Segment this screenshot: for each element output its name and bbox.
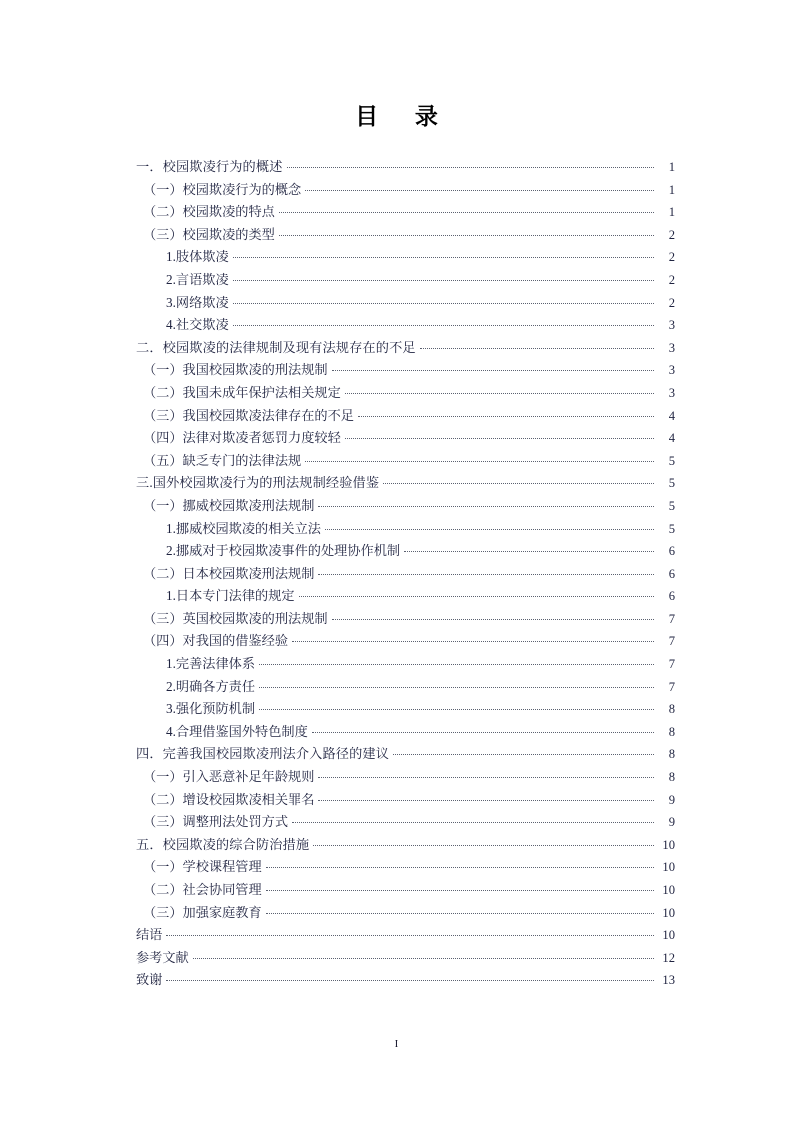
toc-entry-label: （三）英国校园欺凌的刑法规制 bbox=[143, 610, 328, 626]
toc-entry-label: 1.完善法律体系 bbox=[166, 656, 256, 672]
toc-entry-page-number: 5 bbox=[668, 453, 675, 468]
toc-entry[interactable] bbox=[143, 811, 675, 834]
toc-entry-label: （三）我国校园欺凌法律存在的不足 bbox=[143, 407, 354, 423]
toc-dot-leader bbox=[332, 610, 654, 623]
toc-dot-leader bbox=[305, 180, 654, 193]
toc-entry[interactable] bbox=[136, 156, 675, 179]
toc-entry-page-number: 8 bbox=[668, 747, 675, 762]
toc-entry-label: （二）日本校园欺凌刑法规制 bbox=[143, 565, 315, 581]
toc-entry-label: （一）挪威校园欺凌刑法规制 bbox=[143, 497, 315, 513]
toc-entry[interactable] bbox=[136, 337, 675, 360]
toc-dot-leader bbox=[345, 429, 654, 442]
toc-dot-leader bbox=[313, 836, 654, 849]
toc-dot-leader bbox=[266, 903, 654, 916]
toc-entry-page-number: 4 bbox=[668, 431, 675, 446]
toc-entry-label: 2.言语欺凌 bbox=[166, 271, 229, 287]
toc-entry-page-number: 10 bbox=[662, 837, 675, 852]
toc-entry-label: （一）校园欺凌行为的概念 bbox=[143, 181, 302, 197]
toc-entry-label: （三）调整刑法处罚方式 bbox=[143, 814, 289, 830]
toc-entry-label: （四）法律对欺凌者惩罚力度较轻 bbox=[143, 430, 341, 446]
toc-entry-label: （五）缺乏专门的法律法规 bbox=[143, 452, 302, 468]
toc-dot-leader bbox=[259, 677, 654, 690]
toc-entry-label: 4.合理借鉴国外特色制度 bbox=[166, 723, 308, 739]
toc-entry-label: 2.明确各方责任 bbox=[166, 678, 256, 694]
toc-dot-leader bbox=[299, 587, 654, 600]
toc-entry-page-number: 7 bbox=[668, 679, 675, 694]
toc-entry-page-number: 5 bbox=[668, 498, 675, 513]
toc-entry[interactable] bbox=[136, 743, 675, 766]
toc-entry-label: 1.日本专门法律的规定 bbox=[166, 588, 295, 604]
toc-entry-label: （一）学校课程管理 bbox=[143, 859, 262, 875]
toc-dot-leader bbox=[266, 881, 654, 894]
toc-entry-page-number: 3 bbox=[668, 385, 675, 400]
toc-entry[interactable] bbox=[143, 608, 675, 631]
toc-entry[interactable] bbox=[136, 834, 675, 857]
toc-dot-leader bbox=[292, 813, 654, 826]
toc-dot-leader bbox=[287, 158, 654, 171]
toc-dot-leader bbox=[325, 519, 654, 532]
toc-entry[interactable] bbox=[143, 630, 675, 653]
toc-entry[interactable] bbox=[143, 789, 675, 812]
toc-entry[interactable] bbox=[166, 540, 675, 563]
toc-entry[interactable] bbox=[166, 585, 675, 608]
toc-entry-label: （三）校园欺凌的类型 bbox=[143, 226, 275, 242]
toc-entry-label: 五．校园欺凌的综合防治措施 bbox=[136, 836, 310, 852]
toc-dot-leader bbox=[358, 406, 654, 419]
toc-entry-label: （二）社会协同管理 bbox=[143, 882, 262, 897]
toc-entry-label: 三.国外校园欺凌行为的刑法规制经验借鉴 bbox=[136, 475, 380, 491]
toc-entry-page-number: 10 bbox=[662, 928, 675, 943]
toc-entry[interactable] bbox=[136, 969, 675, 992]
toc-entry-label: 一．校园欺凌行为的概述 bbox=[136, 159, 283, 174]
toc-dot-leader bbox=[305, 452, 654, 465]
toc-entry[interactable] bbox=[143, 766, 675, 789]
toc-entry[interactable] bbox=[166, 653, 675, 676]
toc-entry-page-number: 10 bbox=[662, 860, 675, 875]
toc-entry-page-number: 5 bbox=[668, 476, 675, 491]
toc-dot-leader bbox=[166, 971, 654, 984]
toc-dot-leader bbox=[233, 248, 654, 261]
toc-entry-page-number: 9 bbox=[668, 815, 675, 830]
toc-entry-page-number: 10 bbox=[662, 883, 675, 897]
toc-entry-label: （二）我国未成年保护法相关规定 bbox=[143, 384, 341, 400]
toc-entry-label: 致谢 bbox=[136, 972, 163, 988]
toc-entry-label: （一）引入恶意补足年龄规则 bbox=[143, 769, 315, 785]
toc-entry-label: 3.强化预防机制 bbox=[166, 701, 256, 717]
toc-entry[interactable] bbox=[143, 495, 675, 518]
toc-entry-page-number: 2 bbox=[668, 227, 675, 242]
toc-entry[interactable] bbox=[166, 292, 675, 315]
toc-dot-leader bbox=[393, 745, 654, 758]
toc-entry-page-number: 6 bbox=[668, 589, 675, 604]
toc-dot-leader bbox=[279, 203, 654, 216]
toc-entry[interactable] bbox=[166, 518, 675, 541]
toc-entry[interactable] bbox=[136, 924, 675, 947]
toc-entry-page-number: 7 bbox=[668, 634, 675, 649]
toc-entry-page-number: 8 bbox=[668, 702, 675, 717]
toc-dot-leader bbox=[318, 565, 654, 578]
toc-dot-leader bbox=[332, 361, 654, 374]
toc-entry-page-number: 1 bbox=[668, 205, 675, 220]
toc-entry[interactable] bbox=[143, 382, 675, 405]
toc-dot-leader bbox=[420, 339, 654, 352]
toc-entry-page-number: 7 bbox=[668, 611, 675, 626]
toc-entry[interactable] bbox=[143, 405, 675, 428]
toc-entry-page-number: 3 bbox=[668, 363, 675, 378]
toc-entry-label: 3.网络欺凌 bbox=[166, 294, 229, 310]
toc-entry-label: 4.社交欺凌 bbox=[166, 317, 229, 333]
toc-entry-label: （二）增设校园欺凌相关罪名 bbox=[143, 791, 315, 807]
toc-entry[interactable] bbox=[143, 879, 675, 902]
toc-entry[interactable] bbox=[136, 472, 675, 495]
toc-entry[interactable] bbox=[143, 856, 675, 879]
toc-entry[interactable] bbox=[143, 450, 675, 473]
toc-dot-leader bbox=[345, 384, 654, 397]
toc-entry-page-number: 3 bbox=[668, 340, 675, 355]
toc-entry-page-number: 4 bbox=[668, 408, 675, 423]
toc-entry[interactable] bbox=[136, 947, 675, 970]
toc-entry-label: （二）校园欺凌的特点 bbox=[143, 204, 275, 220]
toc-entry-label: 2.挪威对于校园欺凌事件的处理协作机制 bbox=[166, 543, 401, 559]
toc-entry[interactable] bbox=[143, 563, 675, 586]
toc-entry-label: （四）对我国的借鉴经验 bbox=[143, 633, 289, 649]
toc-entry[interactable] bbox=[166, 269, 675, 292]
toc-dot-leader bbox=[279, 226, 654, 239]
toc-entry-page-number: 10 bbox=[662, 905, 675, 920]
toc-dot-leader bbox=[383, 474, 654, 487]
page-title: 目 录 bbox=[355, 104, 445, 129]
toc-entry-label: 结语 bbox=[136, 927, 163, 943]
toc-entry-label: 四．完善我国校园欺凌刑法介入路径的建议 bbox=[136, 746, 390, 762]
toc-entry[interactable] bbox=[143, 201, 675, 224]
toc-entry[interactable] bbox=[143, 359, 675, 382]
toc-entry-page-number: 2 bbox=[668, 250, 675, 265]
toc-entry[interactable] bbox=[166, 721, 675, 744]
footer-page-number: I bbox=[394, 1038, 399, 1050]
toc-entry-page-number: 2 bbox=[668, 272, 675, 287]
toc-entry-label: 1.挪威校园欺凌的相关立法 bbox=[166, 520, 321, 536]
toc-dot-leader bbox=[259, 700, 654, 713]
toc-dot-leader bbox=[318, 768, 654, 781]
toc-entry-page-number: 8 bbox=[668, 770, 675, 785]
toc-entry[interactable] bbox=[143, 179, 675, 202]
toc-dot-leader bbox=[292, 632, 654, 645]
toc-entry[interactable] bbox=[166, 246, 675, 269]
toc-dot-leader bbox=[193, 949, 654, 962]
toc-entry-page-number: 2 bbox=[668, 295, 675, 310]
toc-entry-page-number: 1 bbox=[668, 160, 675, 174]
toc-entry-label: （一）我国校园欺凌的刑法规制 bbox=[143, 362, 328, 378]
toc-dot-leader bbox=[318, 497, 654, 510]
toc-entry-page-number: 7 bbox=[668, 657, 675, 672]
toc-dot-leader bbox=[233, 271, 654, 284]
toc-entry-label: （三）加强家庭教育 bbox=[143, 904, 262, 920]
toc-entry-label: 1.肢体欺凌 bbox=[166, 249, 229, 265]
toc-dot-leader bbox=[233, 316, 654, 329]
toc-entry-label: 二．校园欺凌的法律规制及现有法规存在的不足 bbox=[136, 339, 416, 355]
toc-entry-page-number: 1 bbox=[668, 182, 675, 197]
toc-entry-page-number: 5 bbox=[668, 521, 675, 536]
toc-dot-leader bbox=[404, 542, 654, 555]
toc-entry-label: 参考文献 bbox=[136, 949, 189, 965]
toc-entry[interactable] bbox=[143, 224, 675, 247]
toc-entry-page-number: 3 bbox=[668, 318, 675, 333]
table-of-contents bbox=[130, 156, 675, 992]
toc-entry-page-number: 8 bbox=[668, 724, 675, 739]
toc-dot-leader bbox=[166, 926, 654, 939]
toc-entry[interactable] bbox=[143, 427, 675, 450]
toc-entry-page-number: 13 bbox=[662, 973, 675, 988]
toc-entry[interactable] bbox=[143, 902, 675, 925]
toc-entry-page-number: 6 bbox=[668, 544, 675, 559]
toc-dot-leader bbox=[312, 723, 654, 736]
toc-entry[interactable] bbox=[166, 698, 675, 721]
toc-entry-page-number: 9 bbox=[668, 792, 675, 807]
toc-entry-page-number: 12 bbox=[662, 950, 675, 965]
toc-dot-leader bbox=[266, 858, 654, 871]
toc-entry[interactable] bbox=[166, 314, 675, 337]
toc-dot-leader bbox=[259, 655, 654, 668]
toc-entry[interactable] bbox=[166, 676, 675, 699]
toc-entry-page-number: 6 bbox=[668, 566, 675, 581]
toc-dot-leader bbox=[318, 790, 654, 803]
toc-dot-leader bbox=[233, 293, 654, 306]
